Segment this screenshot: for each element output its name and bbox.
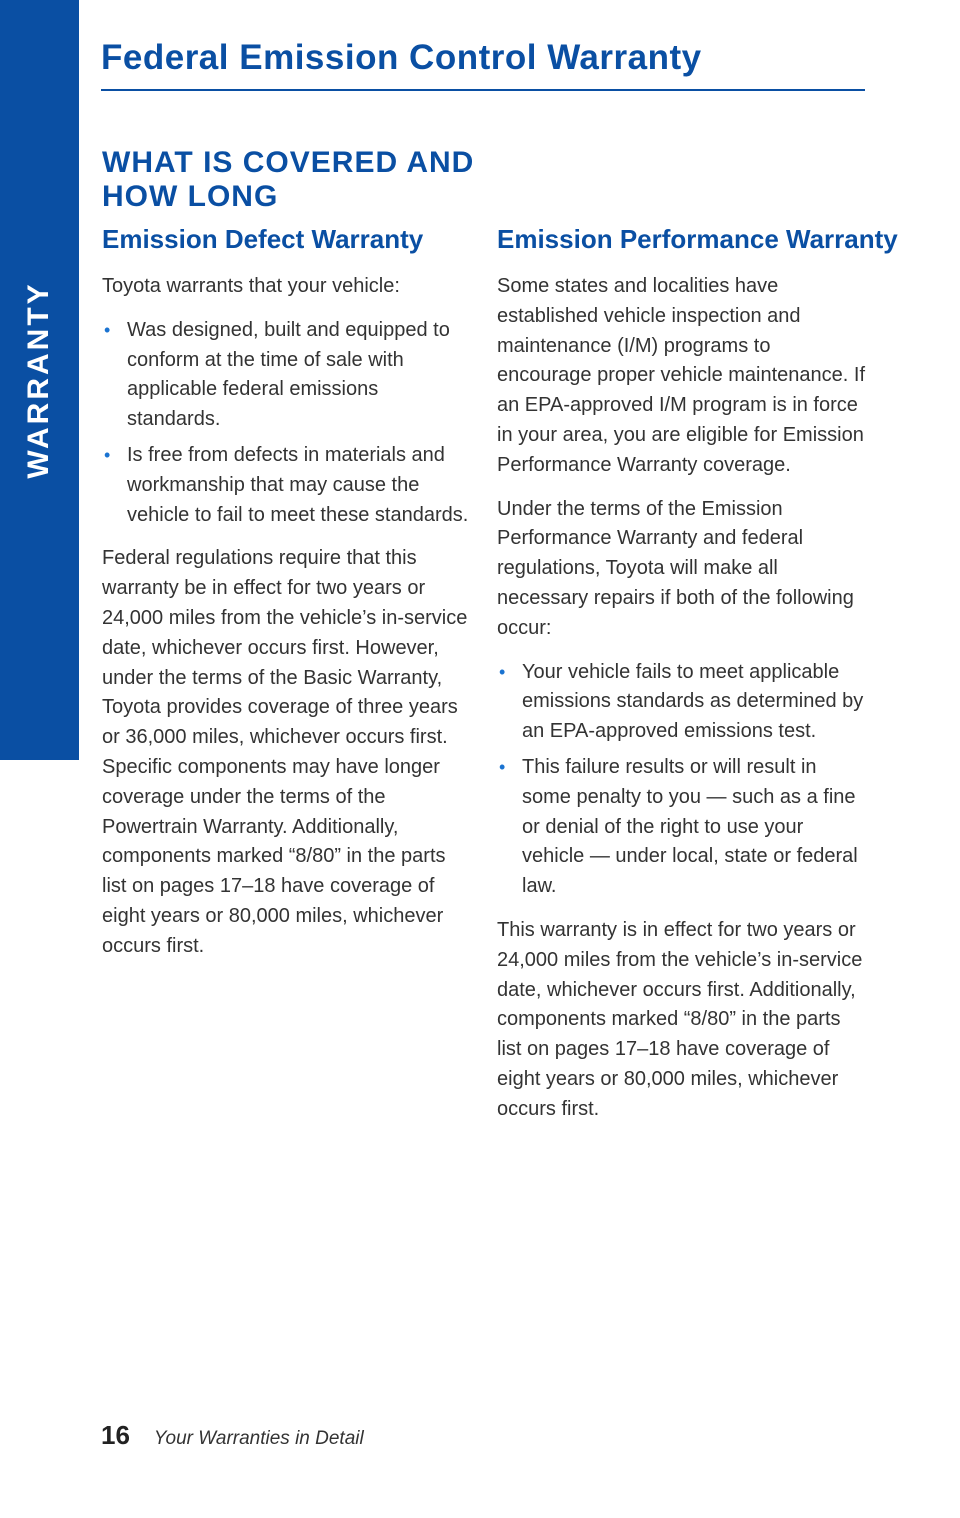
list-item — [497, 753, 867, 902]
left-paragraph: Federal regulations require that this warranty be in effect for two years or 24,000 miles from the vehicle’s in-service date, whichever occurs first. However, under the terms of the Basic Warranty, Toyota provides coverage of three years or 36,000 miles, whichever occurs first. Specific components may have longer coverage under the terms of the Powertrain Warranty. Additionally, components marked “8/80” in the parts list on pages 17–18 have coverage of eight years or 80,000 miles, whichever occurs first. — [102, 547, 468, 957]
right-paragraph-2: Under the terms of the Emission Performance Warranty and federal regulations, Toyota will make all necessary repairs if both of the following occur: — [497, 497, 854, 639]
list-item — [102, 441, 472, 530]
title-divider — [101, 89, 865, 91]
bullet-icon: • — [499, 756, 506, 777]
right-paragraph-3: This warranty is in effect for two years or 24,000 miles from the vehicle’s in-service date, whichever occurs first. Additionally, components marked “8/80” in the parts list on pages 17–18 have coverage of eight years or 80,000 miles, whichever occurs first. — [497, 918, 863, 1120]
page-number: 16 — [101, 1420, 130, 1450]
list-item-text: Was designed, built and equipped to conform at the time of sale with applicable federal emissions standards. — [127, 318, 450, 431]
section-heading-line2: HOW LONG — [102, 180, 279, 213]
section-heading-line1: WHAT IS COVERED AND — [102, 146, 475, 179]
emission-performance-heading: Emission Performance Warranty — [497, 224, 898, 254]
bullet-icon: • — [499, 661, 506, 682]
list-item-text: Is free from defects in materials and workmanship that may cause the vehicle to fail to meet these standards. — [127, 443, 469, 526]
section-heading — [102, 146, 482, 214]
page-title: Federal Emission Control Warranty — [101, 38, 702, 77]
bullet-icon: • — [104, 319, 111, 340]
emission-defect-heading: Emission Defect Warranty — [102, 224, 424, 254]
list-item-text: This failure results or will result in some penalty to you — such as a fine or denial of the right to use your vehicle — under local, state or federal law. — [522, 755, 858, 898]
bullet-icon: • — [104, 444, 111, 465]
sidebar-label-text: WARRANTY — [22, 281, 55, 479]
right-column — [497, 222, 898, 1139]
left-column — [102, 222, 472, 976]
left-bullet-list — [102, 316, 472, 531]
sidebar-label — [0, 0, 79, 760]
right-bullet-list — [497, 658, 867, 902]
list-item — [497, 658, 867, 747]
list-item — [102, 316, 472, 435]
list-item-text: Your vehicle fails to meet applicable emissions standards as determined by an EPA-approved emissions test. — [522, 660, 864, 743]
right-paragraph-1: Some states and localities have established vehicle inspection and maintenance (I/M) programs to encourage proper vehicle maintenance. If an EPA-approved I/M program is in force in your area, you are eligible for Emission Performance Warranty coverage. — [497, 275, 866, 476]
page-footer — [101, 1420, 364, 1451]
left-intro: Toyota warrants that your vehicle: — [102, 275, 400, 297]
footer-text: Your Warranties in Detail — [153, 1428, 364, 1449]
